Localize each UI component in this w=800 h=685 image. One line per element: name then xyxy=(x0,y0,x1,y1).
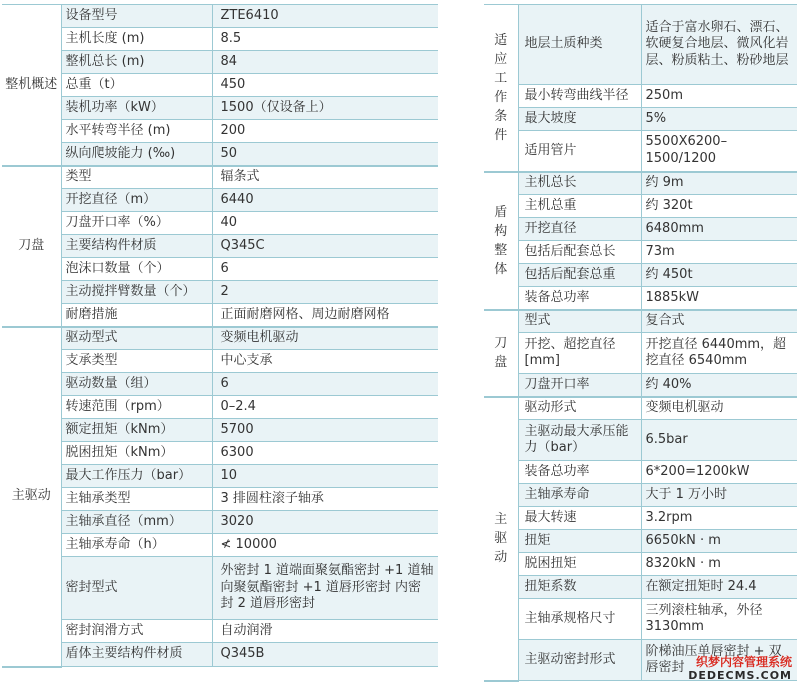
spec-value: 大于 1 万小时 xyxy=(641,484,797,507)
group-label: 主驱动 xyxy=(2,327,61,667)
spec-key: 包括后配套总重 xyxy=(518,264,641,287)
spec-value: 8.5 xyxy=(212,28,438,51)
spec-value: 约 450t xyxy=(641,264,797,287)
spec-value: 6300 xyxy=(212,442,438,465)
table-row xyxy=(2,51,438,74)
spec-value: 阶梯油压单唇密封 + 双唇密封 xyxy=(641,640,797,681)
spec-value: 开挖直径 6440mm，超挖直径 6540mm xyxy=(641,333,797,374)
group-main-drive xyxy=(2,327,438,667)
spec-key: 总重（t） xyxy=(61,74,212,97)
table-row xyxy=(2,97,438,120)
spec-key: 类型 xyxy=(61,166,212,189)
spec-value: 1500（仅设备上） xyxy=(212,97,438,120)
spec-value: 6.5bar xyxy=(641,420,797,461)
group-label: 刀盘 xyxy=(484,310,518,397)
spec-value: 250m xyxy=(641,85,797,108)
spec-key: 开挖、超挖直径 [mm] xyxy=(518,333,641,374)
spec-key: 刀盘开口率 xyxy=(518,374,641,397)
table-row xyxy=(484,397,797,420)
table-row xyxy=(484,5,797,85)
spec-value: 自动润滑 xyxy=(212,620,438,643)
spec-value: 变频电机驱动 xyxy=(212,327,438,350)
spec-value: ≮ 10000 xyxy=(212,534,438,557)
spec-key: 纵向爬坡能力 (‰) xyxy=(61,143,212,166)
spec-key: 密封润滑方式 xyxy=(61,620,212,643)
table-row xyxy=(484,287,797,310)
spec-key: 最大坡度 xyxy=(518,108,641,131)
spec-key: 主驱动密封形式 xyxy=(518,640,641,681)
spec-value: 适合于富水卵石、漂石、软硬复合地层、微风化岩层、粉质粘土、粉砂地层 xyxy=(641,5,797,85)
spec-value: 73m xyxy=(641,241,797,264)
spec-key: 盾体主要结构件材质 xyxy=(61,643,212,667)
spec-key: 主动搅拌臂数量（个） xyxy=(61,281,212,304)
spec-value: 约 40% xyxy=(641,374,797,397)
table-row xyxy=(484,108,797,131)
spec-value: 三列滚柱轴承，外径 3130mm xyxy=(641,599,797,640)
spec-value: 2 xyxy=(212,281,438,304)
spec-value: 正面耐磨网格、周边耐磨网格 xyxy=(212,304,438,327)
spec-key: 驱动形式 xyxy=(518,397,641,420)
table-row xyxy=(484,576,797,599)
spec-value: 约 9m xyxy=(641,172,797,195)
spec-value: 3 排圆柱滚子轴承 xyxy=(212,488,438,511)
table-row xyxy=(2,643,438,667)
table-row xyxy=(2,74,438,97)
table-row xyxy=(484,310,797,333)
table-row xyxy=(2,258,438,281)
spec-key: 耐磨措施 xyxy=(61,304,212,327)
spec-value: 复合式 xyxy=(641,310,797,333)
table-row xyxy=(2,28,438,51)
table-row xyxy=(2,212,438,235)
spec-value: 6480mm xyxy=(641,218,797,241)
spec-value: 6650kN · m xyxy=(641,530,797,553)
spec-value: 0–2.4 xyxy=(212,396,438,419)
spec-value: 5% xyxy=(641,108,797,131)
table-row xyxy=(2,373,438,396)
spec-key: 装机功率（kW） xyxy=(61,97,212,120)
spec-key: 主轴承寿命 xyxy=(518,484,641,507)
spec-value: 200 xyxy=(212,120,438,143)
table-row xyxy=(2,419,438,442)
spec-key: 脱困扭矩（kNm） xyxy=(61,442,212,465)
spec-key: 最大工作压力（bar） xyxy=(61,465,212,488)
spec-value: 1885kW xyxy=(641,287,797,310)
table-row xyxy=(484,195,797,218)
spec-key: 驱动数量（组） xyxy=(61,373,212,396)
spec-key: 地层土质种类 xyxy=(518,5,641,85)
spec-value: Q345C xyxy=(212,235,438,258)
table-row xyxy=(2,465,438,488)
spec-key: 支承类型 xyxy=(61,350,212,373)
spec-key: 设备型号 xyxy=(61,5,212,28)
left-spec-table xyxy=(2,4,438,668)
spec-key: 开挖直径（m） xyxy=(61,189,212,212)
table-row xyxy=(484,507,797,530)
table-row xyxy=(484,333,797,374)
table-row xyxy=(484,264,797,287)
table-row xyxy=(2,488,438,511)
spec-key: 最小转弯曲线半径 xyxy=(518,85,641,108)
table-row xyxy=(484,484,797,507)
table-row xyxy=(2,534,438,557)
spec-value: 6 xyxy=(212,373,438,396)
table-row xyxy=(2,143,438,166)
table-row xyxy=(2,442,438,465)
spec-value: 约 320t xyxy=(641,195,797,218)
spec-key: 主轴承规格尺寸 xyxy=(518,599,641,640)
table-row xyxy=(484,461,797,484)
table-row xyxy=(484,172,797,195)
group-overview xyxy=(2,5,438,166)
spec-key: 主轴承寿命（h） xyxy=(61,534,212,557)
table-row xyxy=(484,241,797,264)
spec-key: 刀盘开口率（%） xyxy=(61,212,212,235)
table-row xyxy=(484,85,797,108)
spec-key: 主轴承直径（mm） xyxy=(61,511,212,534)
table-row xyxy=(484,599,797,640)
table-row xyxy=(484,420,797,461)
table-row xyxy=(2,620,438,643)
spec-key: 适用管片 xyxy=(518,131,641,172)
spec-value: 3.2rpm xyxy=(641,507,797,530)
group-working-conditions xyxy=(484,5,797,172)
table-row xyxy=(2,511,438,534)
spec-value: 50 xyxy=(212,143,438,166)
group-label: 主驱动 xyxy=(484,397,518,681)
table-row xyxy=(2,189,438,212)
table-row xyxy=(484,530,797,553)
spec-key: 主机总长 xyxy=(518,172,641,195)
spec-value: 40 xyxy=(212,212,438,235)
spec-value: 5700 xyxy=(212,419,438,442)
spec-key: 主要结构件材质 xyxy=(61,235,212,258)
spec-key: 开挖直径 xyxy=(518,218,641,241)
table-row xyxy=(484,553,797,576)
spec-key: 额定扭矩（kNm） xyxy=(61,419,212,442)
watermark xyxy=(688,655,792,683)
spec-key: 扭矩系数 xyxy=(518,576,641,599)
spec-key: 型式 xyxy=(518,310,641,333)
watermark-en: DEDECMS.COM xyxy=(688,669,792,682)
watermark-cn: 织梦内容管理系统 xyxy=(695,655,792,669)
table-row xyxy=(2,327,438,350)
group-label: 刀盘 xyxy=(2,166,61,327)
spec-key: 主机长度 (m) xyxy=(61,28,212,51)
spec-key: 扭矩 xyxy=(518,530,641,553)
spec-key: 最大转速 xyxy=(518,507,641,530)
table-row xyxy=(2,281,438,304)
spec-key: 转速范围（rpm） xyxy=(61,396,212,419)
group-label: 整机概述 xyxy=(2,5,61,166)
table-row xyxy=(2,396,438,419)
table-row xyxy=(484,218,797,241)
spec-value: 10 xyxy=(212,465,438,488)
spec-value: 5500X6200–1500/1200 xyxy=(641,131,797,172)
table-row xyxy=(2,235,438,258)
group-cutterhead xyxy=(2,166,438,327)
spec-key: 主轴承类型 xyxy=(61,488,212,511)
table-row xyxy=(2,304,438,327)
right-spec-table xyxy=(484,4,797,682)
spec-key: 装备总功率 xyxy=(518,461,641,484)
group-label: 适应工作条件 xyxy=(484,5,518,172)
spec-value: 外密封 1 道端面聚氨酯密封 +1 道轴向聚氨酯密封 +1 道唇形密封 内密封 2 道唇形密封 xyxy=(212,557,438,620)
table-row xyxy=(484,131,797,172)
spec-value: Q345B xyxy=(212,643,438,667)
table-row xyxy=(2,166,438,189)
spec-value: 变频电机驱动 xyxy=(641,397,797,420)
spec-key: 主驱动最大承压能力（bar） xyxy=(518,420,641,461)
table-row xyxy=(2,350,438,373)
spec-value: 辐条式 xyxy=(212,166,438,189)
spec-value: 在额定扭矩时 24.4 xyxy=(641,576,797,599)
spec-value: 6440 xyxy=(212,189,438,212)
group-main-drive-right xyxy=(484,397,797,681)
spec-key: 包括后配套总长 xyxy=(518,241,641,264)
table-row xyxy=(2,5,438,28)
spec-value: 8320kN · m xyxy=(641,553,797,576)
spec-value: 6*200=1200kW xyxy=(641,461,797,484)
spec-key: 装备总功率 xyxy=(518,287,641,310)
spec-value: 中心支承 xyxy=(212,350,438,373)
group-label: 盾构整体 xyxy=(484,172,518,310)
spec-value: ZTE6410 xyxy=(212,5,438,28)
spec-key: 泡沫口数量（个） xyxy=(61,258,212,281)
spec-value: 6 xyxy=(212,258,438,281)
spec-value: 3020 xyxy=(212,511,438,534)
spec-value: 450 xyxy=(212,74,438,97)
spec-key: 脱困扭矩 xyxy=(518,553,641,576)
spec-key: 水平转弯半径 (m) xyxy=(61,120,212,143)
group-shield-overall xyxy=(484,172,797,310)
table-row xyxy=(2,557,438,620)
spec-key: 主机总重 xyxy=(518,195,641,218)
spec-key: 密封型式 xyxy=(61,557,212,620)
spec-value: 84 xyxy=(212,51,438,74)
spec-key: 整机总长 (m) xyxy=(61,51,212,74)
spec-key: 驱动型式 xyxy=(61,327,212,350)
table-row xyxy=(484,374,797,397)
group-cutterhead-right xyxy=(484,310,797,397)
table-row xyxy=(2,120,438,143)
